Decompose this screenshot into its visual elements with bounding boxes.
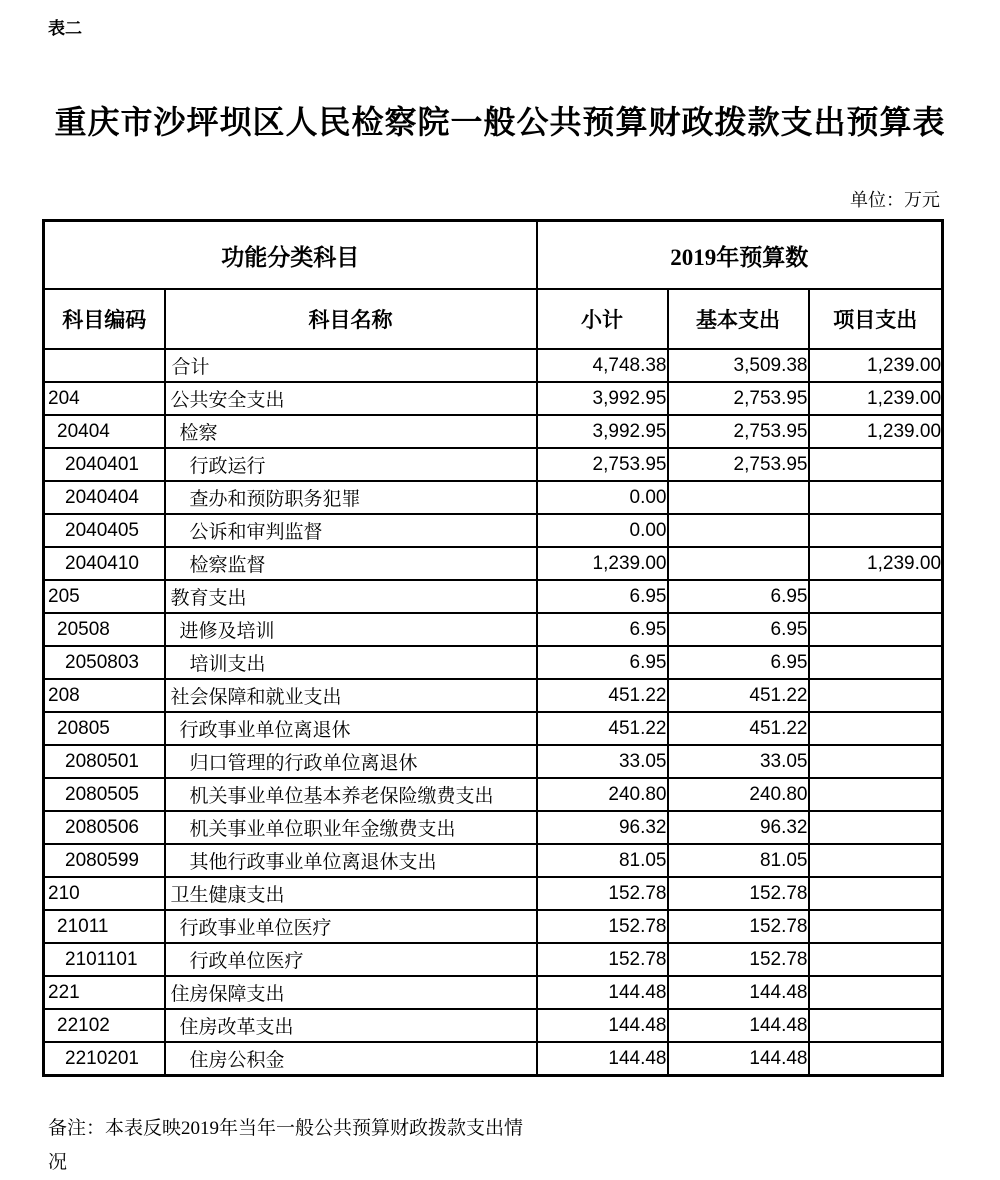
- cell-basic-expenditure: 33.05: [668, 745, 809, 778]
- cell-subtotal: 152.78: [537, 943, 668, 976]
- cell-basic-expenditure: 2,753.95: [668, 448, 809, 481]
- cell-subject-code: 21011: [44, 910, 165, 943]
- cell-project-expenditure: [809, 613, 943, 646]
- cell-subject-name: 检察: [165, 415, 537, 448]
- cell-subject-code: [44, 349, 165, 382]
- cell-subject-code: 2040401: [44, 448, 165, 481]
- cell-project-expenditure: [809, 712, 943, 745]
- cell-project-expenditure: [809, 481, 943, 514]
- cell-basic-expenditure: 144.48: [668, 1042, 809, 1076]
- table-row: [44, 448, 943, 481]
- cell-subtotal: 81.05: [537, 844, 668, 877]
- cell-project-expenditure: 1,239.00: [809, 547, 943, 580]
- cell-subtotal: 1,239.00: [537, 547, 668, 580]
- col-header-basic-expenditure: 基本支出: [668, 289, 809, 349]
- table-row: [44, 679, 943, 712]
- table-row: [44, 712, 943, 745]
- cell-project-expenditure: [809, 1042, 943, 1076]
- cell-subject-name: 卫生健康支出: [165, 877, 537, 910]
- cell-subject-name: 行政事业单位医疗: [165, 910, 537, 943]
- cell-subject-code: 2040405: [44, 514, 165, 547]
- table-row: [44, 481, 943, 514]
- cell-subject-code: 204: [44, 382, 165, 415]
- header-group-budget: 2019年预算数: [537, 221, 943, 290]
- cell-subtotal: 6.95: [537, 646, 668, 679]
- header-group-row: [44, 221, 943, 290]
- cell-subtotal: 96.32: [537, 811, 668, 844]
- table-row: [44, 745, 943, 778]
- cell-subtotal: 4,748.38: [537, 349, 668, 382]
- cell-subject-code: 221: [44, 976, 165, 1009]
- table-row: [44, 382, 943, 415]
- cell-subject-name: 住房保障支出: [165, 976, 537, 1009]
- cell-project-expenditure: 1,239.00: [809, 415, 943, 448]
- cell-project-expenditure: 1,239.00: [809, 349, 943, 382]
- cell-basic-expenditure: 240.80: [668, 778, 809, 811]
- cell-subject-name: 社会保障和就业支出: [165, 679, 537, 712]
- cell-subject-code: 210: [44, 877, 165, 910]
- table-row: [44, 943, 943, 976]
- col-header-subject-name: 科目名称: [165, 289, 537, 349]
- footer-note-line2: 况: [48, 1152, 68, 1173]
- table-row: [44, 613, 943, 646]
- cell-basic-expenditure: 2,753.95: [668, 415, 809, 448]
- cell-subject-name: 机关事业单位基本养老保险缴费支出: [165, 778, 537, 811]
- col-header-project-expenditure: 项目支出: [809, 289, 943, 349]
- cell-subject-name: 机关事业单位职业年金缴费支出: [165, 811, 537, 844]
- cell-project-expenditure: [809, 679, 943, 712]
- page-title: 重庆市沙坪坝区人民检察院一般公共预算财政拨款支出预算表: [54, 104, 946, 140]
- cell-subtotal: 144.48: [537, 1009, 668, 1042]
- cell-subtotal: 6.95: [537, 580, 668, 613]
- cell-subtotal: 3,992.95: [537, 415, 668, 448]
- cell-subtotal: 451.22: [537, 679, 668, 712]
- footer-note-line1: 备注：本表反映2019年当年一般公共预算财政拨款支出情: [48, 1118, 524, 1139]
- table-row: [44, 844, 943, 877]
- cell-basic-expenditure: 6.95: [668, 580, 809, 613]
- cell-subject-code: 208: [44, 679, 165, 712]
- cell-basic-expenditure: 96.32: [668, 811, 809, 844]
- cell-subtotal: 240.80: [537, 778, 668, 811]
- cell-subtotal: 0.00: [537, 481, 668, 514]
- cell-subject-name: 行政单位医疗: [165, 943, 537, 976]
- cell-project-expenditure: [809, 745, 943, 778]
- cell-subject-code: 22102: [44, 1009, 165, 1042]
- cell-project-expenditure: [809, 910, 943, 943]
- cell-subject-code: 205: [44, 580, 165, 613]
- cell-basic-expenditure: 451.22: [668, 679, 809, 712]
- cell-subtotal: 144.48: [537, 1042, 668, 1076]
- table-row: [44, 877, 943, 910]
- cell-subtotal: 152.78: [537, 877, 668, 910]
- cell-subtotal: 144.48: [537, 976, 668, 1009]
- cell-subtotal: 33.05: [537, 745, 668, 778]
- cell-project-expenditure: [809, 844, 943, 877]
- cell-basic-expenditure: 152.78: [668, 910, 809, 943]
- cell-subject-code: 2210201: [44, 1042, 165, 1076]
- cell-basic-expenditure: 81.05: [668, 844, 809, 877]
- header-group-function: 功能分类科目: [44, 221, 537, 290]
- cell-subject-code: 2050803: [44, 646, 165, 679]
- cell-basic-expenditure: 3,509.38: [668, 349, 809, 382]
- cell-subject-name: 合计: [165, 349, 537, 382]
- cell-basic-expenditure: 152.78: [668, 877, 809, 910]
- cell-subject-code: 2101101: [44, 943, 165, 976]
- cell-subject-code: 2080505: [44, 778, 165, 811]
- cell-project-expenditure: [809, 448, 943, 481]
- budget-table-body: [44, 349, 943, 1076]
- col-header-subject-code: 科目编码: [44, 289, 165, 349]
- table-row: [44, 415, 943, 448]
- cell-subtotal: 451.22: [537, 712, 668, 745]
- cell-subtotal: 0.00: [537, 514, 668, 547]
- table-row: [44, 778, 943, 811]
- table-row: [44, 646, 943, 679]
- cell-project-expenditure: [809, 1009, 943, 1042]
- budget-table-header: [44, 221, 943, 350]
- table-row: [44, 580, 943, 613]
- cell-subject-name: 行政运行: [165, 448, 537, 481]
- header-columns-row: [44, 289, 943, 349]
- cell-basic-expenditure: 2,753.95: [668, 382, 809, 415]
- table-row: [44, 910, 943, 943]
- cell-subject-name: 培训支出: [165, 646, 537, 679]
- doc-tag: 表二: [48, 19, 82, 38]
- cell-subject-name: 教育支出: [165, 580, 537, 613]
- cell-project-expenditure: [809, 646, 943, 679]
- table-row: [44, 1042, 943, 1076]
- cell-subject-code: 20404: [44, 415, 165, 448]
- cell-project-expenditure: [809, 976, 943, 1009]
- table-row: [44, 547, 943, 580]
- cell-basic-expenditure: [668, 481, 809, 514]
- budget-table: [42, 219, 944, 1077]
- cell-project-expenditure: [809, 778, 943, 811]
- cell-subtotal: 6.95: [537, 613, 668, 646]
- table-row: [44, 1009, 943, 1042]
- cell-project-expenditure: [809, 943, 943, 976]
- cell-subject-code: 2040404: [44, 481, 165, 514]
- cell-subject-code: 2040410: [44, 547, 165, 580]
- cell-subtotal: 152.78: [537, 910, 668, 943]
- cell-basic-expenditure: 6.95: [668, 613, 809, 646]
- table-row: [44, 349, 943, 382]
- cell-project-expenditure: 1,239.00: [809, 382, 943, 415]
- cell-basic-expenditure: 152.78: [668, 943, 809, 976]
- table-row: [44, 976, 943, 1009]
- col-header-subtotal: 小计: [537, 289, 668, 349]
- cell-subject-code: 2080599: [44, 844, 165, 877]
- cell-project-expenditure: [809, 877, 943, 910]
- table-row: [44, 811, 943, 844]
- cell-subject-code: 20508: [44, 613, 165, 646]
- cell-basic-expenditure: [668, 514, 809, 547]
- cell-subject-name: 行政事业单位离退休: [165, 712, 537, 745]
- cell-basic-expenditure: [668, 547, 809, 580]
- cell-project-expenditure: [809, 580, 943, 613]
- cell-subtotal: 2,753.95: [537, 448, 668, 481]
- cell-project-expenditure: [809, 514, 943, 547]
- cell-subject-code: 2080506: [44, 811, 165, 844]
- cell-basic-expenditure: 144.48: [668, 1009, 809, 1042]
- cell-subject-code: 20805: [44, 712, 165, 745]
- cell-project-expenditure: [809, 811, 943, 844]
- unit-label: 单位：万元: [850, 190, 940, 210]
- cell-subject-name: 公诉和审判监督: [165, 514, 537, 547]
- cell-subject-code: 2080501: [44, 745, 165, 778]
- cell-subject-name: 归口管理的行政单位离退休: [165, 745, 537, 778]
- cell-subject-name: 住房公积金: [165, 1042, 537, 1076]
- cell-subject-name: 查办和预防职务犯罪: [165, 481, 537, 514]
- cell-subject-name: 进修及培训: [165, 613, 537, 646]
- cell-basic-expenditure: 6.95: [668, 646, 809, 679]
- footer-note: [48, 1112, 523, 1180]
- cell-subject-name: 其他行政事业单位离退休支出: [165, 844, 537, 877]
- cell-basic-expenditure: 144.48: [668, 976, 809, 1009]
- cell-subject-name: 住房改革支出: [165, 1009, 537, 1042]
- cell-subject-name: 公共安全支出: [165, 382, 537, 415]
- cell-subject-name: 检察监督: [165, 547, 537, 580]
- table-row: [44, 514, 943, 547]
- cell-basic-expenditure: 451.22: [668, 712, 809, 745]
- cell-subtotal: 3,992.95: [537, 382, 668, 415]
